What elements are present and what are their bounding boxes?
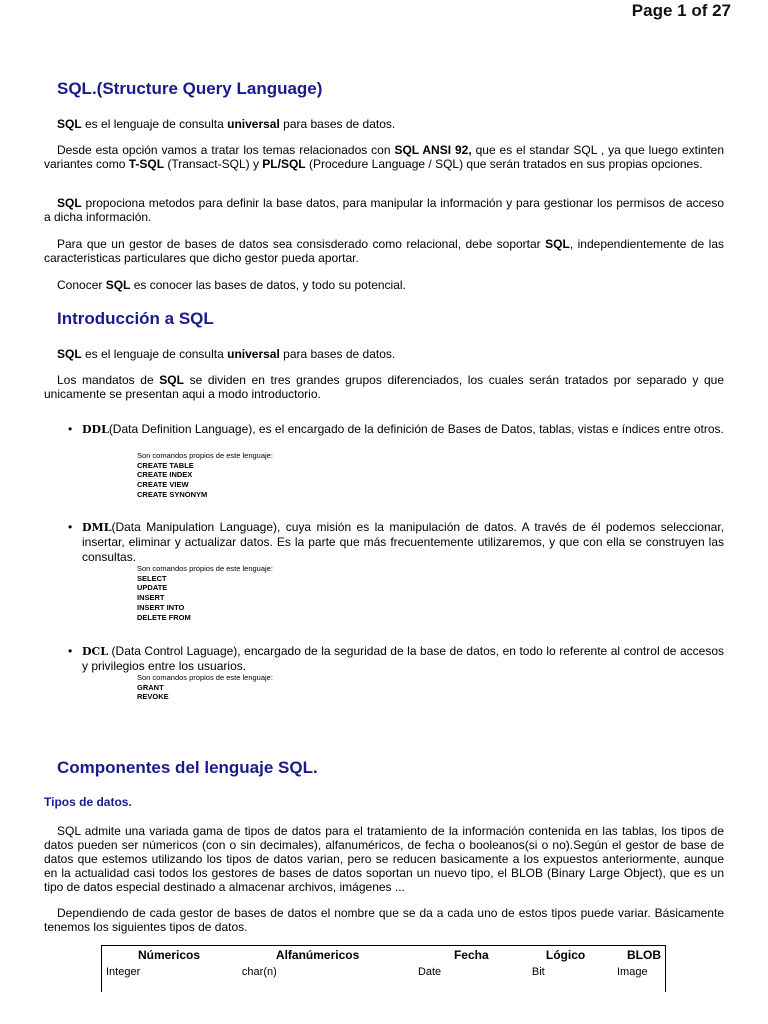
list-item-dml: DML(Data Manipulation Language), cuya misión es la manipulación de datos. A través de él podemos seleccionar, insertar, eliminar y actualizar datos. Es la parte que más frecuentemente utilizaremos, y que con ella se construyen las consultas. bbox=[82, 520, 724, 564]
bullet-icon: • bbox=[68, 644, 73, 658]
table-cell: Integer bbox=[102, 964, 238, 992]
table-header-row bbox=[102, 946, 666, 965]
paragraph: SQL admite una variada gama de tipos de datos para el tratamiento de la información contenida en las tablas, los tipos de datos pueden ser númericos (con o sin decimales), alfanuméricos, de fecha o booleanos(si o no).Según el gestor de base de datos que estemos utilizando los tipos de datos varian, pero se reducen basicamente a los expuestos anteriormente, aunque en la actualidad casi todos los gestores de bases de datos soportan un nuevo tipo, el BLOB (Binary Large Object), que es un tipo de datos especial destinado a almacenar archivos, imágenes ... bbox=[44, 824, 724, 894]
section-title-sql: SQL.(Structure Query Language) bbox=[57, 79, 323, 98]
paragraph: Dependiendo de cada gestor de bases de datos el nombre que se da a cada uno de estos tipos puede variar. Básicamente tenemos los siguientes tipos de datos. bbox=[44, 906, 724, 934]
command-list-ddl: Son comandos propios de este lenguaje: CREATE TABLE CREATE INDEX CREATE VIEW CREATE SYNONYM bbox=[137, 451, 273, 499]
paragraph: Desde esta opción vamos a tratar los temas relacionados con SQL ANSI 92, que es el standar SQL , ya que luego extinten variantes como T-SQL (Transact-SQL) y PL/SQL (Procedure Language / SQL) que serán tratados en sus propias opciones. bbox=[44, 143, 724, 171]
list-item-dcl: DCL (Data Control Laguage), encargado de la seguridad de la base de datos, en todo lo referente al control de accesos y privilegios entre los usuarios. bbox=[82, 644, 724, 673]
table-cell: char(n) bbox=[241, 966, 277, 978]
table-cell: Date bbox=[417, 966, 442, 978]
command-list-dml: Son comandos propios de este lenguaje: SELECT UPDATE INSERT INSERT INTO DELETE FROM bbox=[137, 564, 273, 622]
paragraph: Conocer SQL es conocer las bases de datos, y todo su potencial. bbox=[57, 278, 406, 292]
table-row bbox=[102, 964, 666, 992]
page-number: Page 1 of 27 bbox=[631, 1, 731, 20]
list-item-ddl: DDL(Data Definition Language), es el encargado de la definición de Bases de Datos, tablas, vistas e índices entre otros. bbox=[82, 422, 724, 436]
subsection-title-data-types: Tipos de datos. bbox=[44, 795, 132, 809]
table-header: Númericos bbox=[102, 946, 238, 965]
bullet-icon: • bbox=[68, 520, 73, 534]
paragraph: Los mandatos de SQL se dividen en tres grandes grupos diferenciados, los cuales serán tratados por separado y que unicamente se presentan aqui a modo introductorio. bbox=[44, 373, 724, 401]
bullet-icon: • bbox=[68, 422, 73, 436]
section-title-intro: Introducción a SQL bbox=[57, 309, 214, 328]
table-header: Fecha bbox=[453, 948, 489, 962]
paragraph: SQL propociona metodos para definir la base datos, para manipular la información y para gestionar los permisos de acceso a dicha información. bbox=[44, 196, 724, 224]
paragraph: Para que un gestor de bases de datos sea consisderado como relacional, debe soportar SQL, independientemente de las caracteristicas particulares que dicho gestor pueda aportar. bbox=[44, 237, 725, 265]
table-header: Lógico bbox=[545, 948, 586, 962]
section-title-components: Componentes del lenguaje SQL. bbox=[57, 758, 318, 777]
table-cell: Image bbox=[613, 964, 666, 992]
table-header: BLOB bbox=[613, 946, 666, 965]
paragraph: SQL es el lenguaje de consulta universal para bases de datos. bbox=[57, 117, 396, 131]
command-list-dcl: Son comandos propios de este lenguaje: GRANT REVOKE bbox=[137, 673, 273, 702]
table-header: Alfanúmericos bbox=[275, 948, 360, 962]
paragraph: SQL es el lenguaje de consulta universal para bases de datos. bbox=[57, 347, 396, 361]
data-types-table bbox=[101, 945, 666, 992]
table-cell: Bit bbox=[531, 966, 545, 978]
